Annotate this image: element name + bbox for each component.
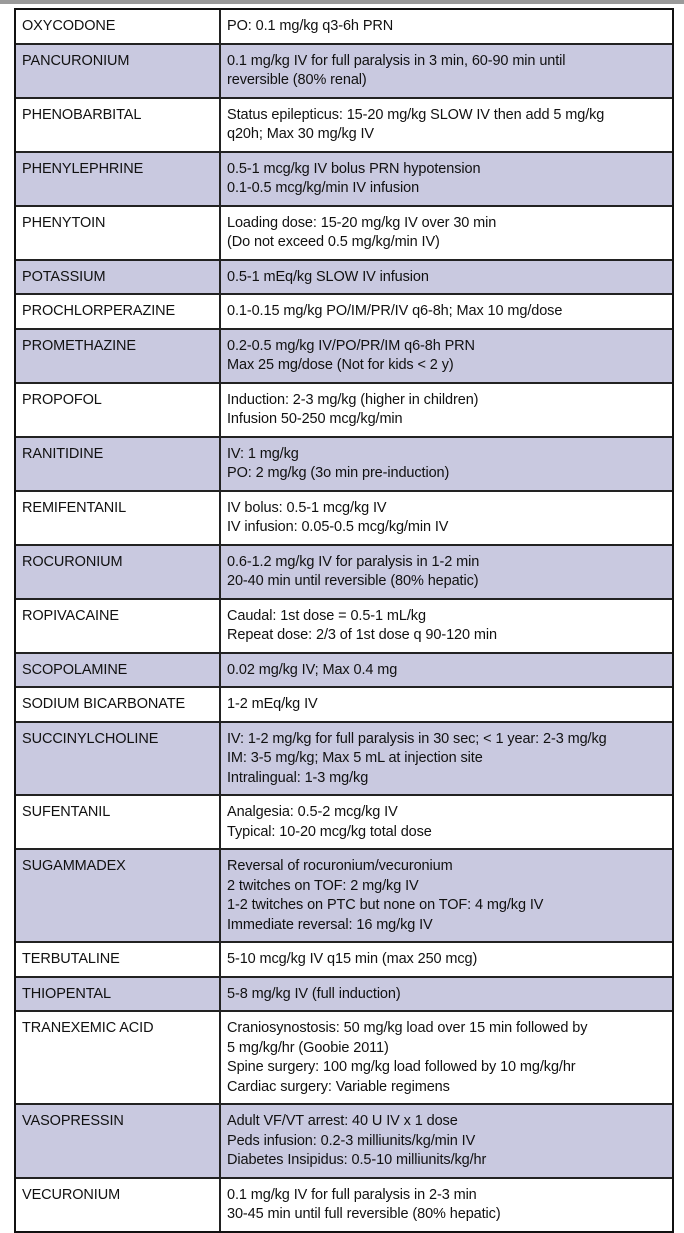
drug-name-cell: TERBUTALINE <box>16 943 221 976</box>
dose-line: IV: 1-2 mg/kg for full paralysis in 30 sec; < 1 year: 2-3 mg/kg <box>227 730 607 747</box>
dose-line: Induction: 2-3 mg/kg (higher in children) <box>227 391 479 408</box>
dose-line: 0.6-1.2 mg/kg IV for paralysis in 1-2 min <box>227 553 480 570</box>
drug-name-cell: POTASSIUM <box>16 261 221 294</box>
dose-cell <box>221 796 672 848</box>
drug-name-cell: SUGAMMADEX <box>16 850 221 941</box>
dose-line: IV infusion: 0.05-0.5 mcg/kg/min IV <box>227 519 449 535</box>
dose-cell <box>221 1105 672 1177</box>
dose-cell <box>221 546 672 598</box>
dose-cell <box>221 99 672 151</box>
dose-cell <box>221 295 672 328</box>
dose-line: 5 mg/kg/hr (Goobie 2011) <box>227 1039 389 1056</box>
drug-name-cell: ROPIVACAINE <box>16 600 221 652</box>
dose-cell <box>221 330 672 382</box>
table-row <box>16 293 672 328</box>
dose-line: Immediate reversal: 16 mg/kg IV <box>227 916 433 933</box>
table-row <box>16 1177 672 1231</box>
drug-name-cell: VECURONIUM <box>16 1179 221 1231</box>
dose-line: IV bolus: 0.5-1 mcg/kg IV <box>227 499 387 516</box>
drug-name-cell: SCOPOLAMINE <box>16 654 221 687</box>
dose-line: reversible (80% renal) <box>227 72 367 88</box>
drug-name-cell: PHENOBARBITAL <box>16 99 221 151</box>
dose-cell <box>221 207 672 259</box>
dose-line: (Do not exceed 0.5 mg/kg/min IV) <box>227 234 440 250</box>
dose-line: 0.5-1 mcg/kg IV bolus PRN hypotension <box>227 160 481 177</box>
drug-name-cell: REMIFENTANIL <box>16 492 221 544</box>
dose-line: Infusion 50-250 mcg/kg/min <box>227 411 403 427</box>
dose-line: 5-10 mcg/kg IV q15 min (max 250 mcg) <box>227 951 478 967</box>
drug-name-cell: TRANEXEMIC ACID <box>16 1012 221 1103</box>
dose-line: Adult VF/VT arrest: 40 U IV x 1 dose <box>227 1113 458 1129</box>
dose-cell <box>221 384 672 436</box>
table-row <box>16 794 672 848</box>
dose-line: Spine surgery: 100 mg/kg load followed by 10 mg/kg/hr <box>227 1059 576 1075</box>
dose-line: Intralingual: 1-3 mg/kg <box>227 769 369 786</box>
dose-line: 30-45 min until full reversible (80% hepatic) <box>227 1206 501 1222</box>
table-row <box>16 848 672 941</box>
dose-cell <box>221 492 672 544</box>
table-row <box>16 1103 672 1177</box>
dose-cell <box>221 45 672 97</box>
dose-line: Max 25 mg/dose (Not for kids < 2 y) <box>227 357 454 373</box>
table-row <box>16 43 672 97</box>
dose-line: 0.2-0.5 mg/kg IV/PO/PR/IM q6-8h PRN <box>227 337 475 354</box>
table-row <box>16 544 672 598</box>
dose-line: q20h; Max 30 mg/kg IV <box>227 126 375 142</box>
dose-cell <box>221 1179 672 1231</box>
table-row <box>16 598 672 652</box>
drug-name-cell: OXYCODONE <box>16 10 221 43</box>
drug-name-cell: VASOPRESSIN <box>16 1105 221 1177</box>
dose-line: IM: 3-5 mg/kg; Max 5 mL at injection site <box>227 750 483 766</box>
table-row <box>16 490 672 544</box>
dose-cell <box>221 978 672 1011</box>
dose-line: 0.1-0.5 mcg/kg/min IV infusion <box>227 180 420 196</box>
table-row <box>16 721 672 795</box>
dose-line: Status epilepticus: 15-20 mg/kg SLOW IV then add 5 mg/kg <box>227 106 605 123</box>
dose-line: PO: 2 mg/kg (3o min pre-induction) <box>227 465 450 481</box>
table-row <box>16 686 672 721</box>
table-row <box>16 436 672 490</box>
dose-cell <box>221 654 672 687</box>
drug-name-cell: SODIUM BICARBONATE <box>16 688 221 721</box>
dose-cell <box>221 600 672 652</box>
table-row <box>16 652 672 687</box>
table-row <box>16 1010 672 1103</box>
dose-line: 0.1 mg/kg IV for full paralysis in 2-3 min <box>227 1186 477 1203</box>
table-row <box>16 10 672 43</box>
drug-dosing-table <box>14 8 674 1233</box>
dose-cell <box>221 723 672 795</box>
dose-line: Craniosynostosis: 50 mg/kg load over 15 min followed by <box>227 1020 588 1036</box>
dose-line: 0.02 mg/kg IV; Max 0.4 mg <box>227 661 398 678</box>
drug-name-cell: PROPOFOL <box>16 384 221 436</box>
dose-line: Analgesia: 0.5-2 mcg/kg IV <box>227 804 398 820</box>
drug-name-cell: THIOPENTAL <box>16 978 221 1011</box>
dose-cell <box>221 153 672 205</box>
top-edge-strip <box>0 0 684 4</box>
drug-name-cell: PANCURONIUM <box>16 45 221 97</box>
dose-cell <box>221 1012 672 1103</box>
dose-cell <box>221 688 672 721</box>
dose-line: Loading dose: 15-20 mg/kg IV over 30 min <box>227 214 497 231</box>
dose-line: IV: 1 mg/kg <box>227 445 299 462</box>
dose-cell <box>221 261 672 294</box>
dose-line: 5-8 mg/kg IV (full induction) <box>227 985 401 1002</box>
dose-line: 2 twitches on TOF: 2 mg/kg IV <box>227 877 419 894</box>
dose-line: 0.5-1 mEq/kg SLOW IV infusion <box>227 268 429 285</box>
table-row <box>16 941 672 976</box>
dose-line: Diabetes Insipidus: 0.5-10 milliunits/kg/hr <box>227 1152 487 1168</box>
drug-name-cell: PHENYLEPHRINE <box>16 153 221 205</box>
dose-line: Reversal of rocuronium/vecuronium <box>227 858 453 874</box>
dose-cell <box>221 438 672 490</box>
table-row <box>16 205 672 259</box>
dose-cell <box>221 10 672 43</box>
dose-line: Peds infusion: 0.2-3 milliunits/kg/min IV <box>227 1132 476 1149</box>
dose-line: 1-2 mEq/kg IV <box>227 696 318 712</box>
dose-line: PO: 0.1 mg/kg q3-6h PRN <box>227 18 394 34</box>
dose-cell <box>221 850 672 941</box>
drug-name-cell: PHENYTOIN <box>16 207 221 259</box>
dose-line: Caudal: 1st dose = 0.5-1 mL/kg <box>227 607 426 624</box>
dose-line: Cardiac surgery: Variable regimens <box>227 1078 450 1095</box>
dose-line: 0.1-0.15 mg/kg PO/IM/PR/IV q6-8h; Max 10 mg/dose <box>227 303 563 319</box>
table-row <box>16 976 672 1011</box>
table-row <box>16 151 672 205</box>
drug-name-cell: PROCHLORPERAZINE <box>16 295 221 328</box>
table-row <box>16 97 672 151</box>
dose-line: Typical: 10-20 mcg/kg total dose <box>227 823 432 840</box>
drug-name-cell: SUCCINYLCHOLINE <box>16 723 221 795</box>
drug-name-cell: RANITIDINE <box>16 438 221 490</box>
dose-line: 1-2 twitches on PTC but none on TOF: 4 mg/kg IV <box>227 897 544 913</box>
dose-cell <box>221 943 672 976</box>
table-row <box>16 382 672 436</box>
table-row <box>16 259 672 294</box>
dose-line: Repeat dose: 2/3 of 1st dose q 90-120 min <box>227 627 497 643</box>
drug-name-cell: ROCURONIUM <box>16 546 221 598</box>
drug-name-cell: PROMETHAZINE <box>16 330 221 382</box>
table-row <box>16 328 672 382</box>
drug-name-cell: SUFENTANIL <box>16 796 221 848</box>
dose-line: 20-40 min until reversible (80% hepatic) <box>227 573 479 589</box>
dose-line: 0.1 mg/kg IV for full paralysis in 3 min, 60-90 min until <box>227 52 566 69</box>
